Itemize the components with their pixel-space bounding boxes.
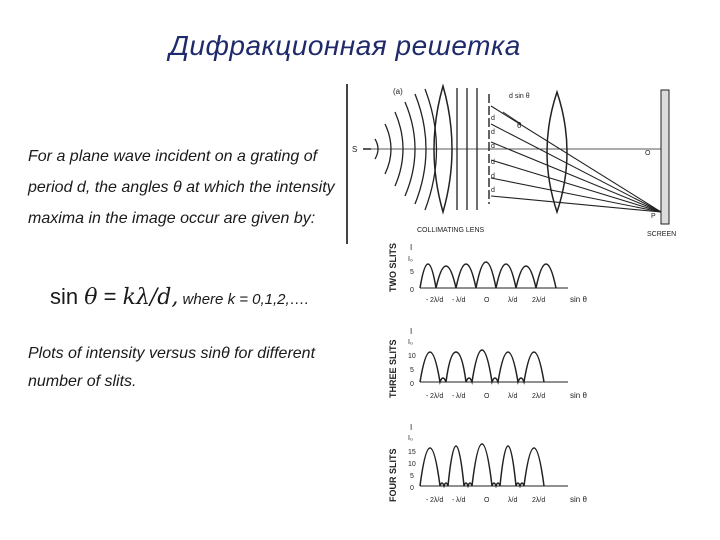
plot-four-slits [388, 423, 587, 504]
intro-text: For a plane wave incident on a grating of period d, the angles θ at which the intensity maxima in the image occur are given by: [28, 148, 335, 227]
d-label: d [491, 115, 495, 122]
panel-label: (a) [393, 87, 403, 96]
grating-d-labels [491, 115, 495, 194]
d-label: d [491, 143, 495, 150]
intensity-sub-label: I₀ [408, 435, 413, 442]
y-tick: 5 [410, 269, 414, 276]
screen-label: SCREEN [647, 231, 677, 238]
collimating-lens-label: COLLIMATING LENS [417, 227, 485, 234]
plots-note: Plots of intensity versus sinθ for different number of slits. [28, 345, 316, 390]
x-tick: - [452, 393, 455, 400]
x-tick: 2λ/d [532, 497, 546, 504]
x-tick: 2λ/d [532, 297, 546, 304]
intensity-label: I [410, 327, 413, 336]
sin-theta-label: sin θ [570, 295, 587, 304]
y-tick: 0 [410, 287, 414, 294]
formula-where: where k = 0,1,2,…. [178, 291, 309, 308]
sin-theta-label: sin θ [570, 495, 587, 504]
path-diff-marker [503, 112, 521, 124]
diffracted-rays [491, 106, 661, 212]
wavefront-6 [425, 89, 437, 210]
formula-k-lambda-d: kλ/d, [122, 285, 179, 310]
x-tick: - [452, 297, 455, 304]
y-tick: 10 [408, 461, 416, 468]
plot-three-slits [388, 327, 587, 400]
intensity-plots-figure [380, 236, 600, 531]
p-label: P [651, 213, 656, 220]
d-label: d [491, 159, 495, 166]
panel-name: TWO SLITS [388, 243, 398, 292]
page-title: Дифракционная решетка [169, 30, 521, 61]
x-tick: - [426, 297, 429, 304]
sin-theta-label: sin θ [570, 391, 587, 400]
o-label: O [645, 150, 651, 157]
y-tick: 5 [410, 367, 414, 374]
x-tick: λ/d [456, 393, 466, 400]
x-tick: O [484, 497, 490, 504]
intensity-curve [420, 262, 556, 288]
x-tick: O [484, 297, 490, 304]
formula-sin: sin [50, 284, 79, 309]
x-tick: - [426, 497, 429, 504]
panel-name: FOUR SLITS [388, 448, 398, 502]
formula-theta: θ [84, 285, 98, 310]
x-tick: λ/d [456, 497, 466, 504]
x-tick: 2λ/d [532, 393, 546, 400]
x-tick: - [426, 393, 429, 400]
d-label: d [491, 187, 495, 194]
y-tick: 0 [410, 381, 414, 388]
formula-equals: = [103, 284, 117, 309]
theta-label: θ [517, 121, 522, 130]
ray [491, 178, 661, 212]
y-tick: 10 [408, 353, 416, 360]
y-tick: 15 [408, 449, 416, 456]
x-tick: λ/d [508, 297, 518, 304]
intensity-curve [420, 350, 544, 382]
panel-name: THREE SLITS [388, 339, 398, 398]
intensity-sub-label: I₀ [408, 256, 413, 263]
intensity-label: I [410, 423, 413, 432]
grating-geometry-figure [345, 84, 685, 244]
y-tick: 0 [410, 485, 414, 492]
x-tick: - [452, 497, 455, 504]
x-tick: λ/d [456, 297, 466, 304]
x-tick: λ/d [508, 393, 518, 400]
plot-two-slits [388, 243, 587, 304]
y-tick: 5 [410, 473, 414, 480]
intensity-sub-label: I₀ [408, 339, 413, 346]
d-sin-theta-label: d sin θ [509, 93, 530, 100]
d-label: d [491, 129, 495, 136]
d-label: d [491, 173, 495, 180]
ray [491, 142, 661, 212]
intensity-curve [420, 444, 544, 486]
ray [491, 106, 661, 212]
source-label: S [352, 145, 358, 154]
screen [661, 90, 669, 224]
x-tick: λ/d [508, 497, 518, 504]
x-tick: 2λ/d [430, 297, 444, 304]
x-tick: 2λ/d [430, 393, 444, 400]
grating-formula [50, 284, 309, 310]
intensity-label: I [410, 243, 413, 252]
x-tick: 2λ/d [430, 497, 444, 504]
spherical-wavefronts [375, 89, 437, 210]
x-tick: O [484, 393, 490, 400]
